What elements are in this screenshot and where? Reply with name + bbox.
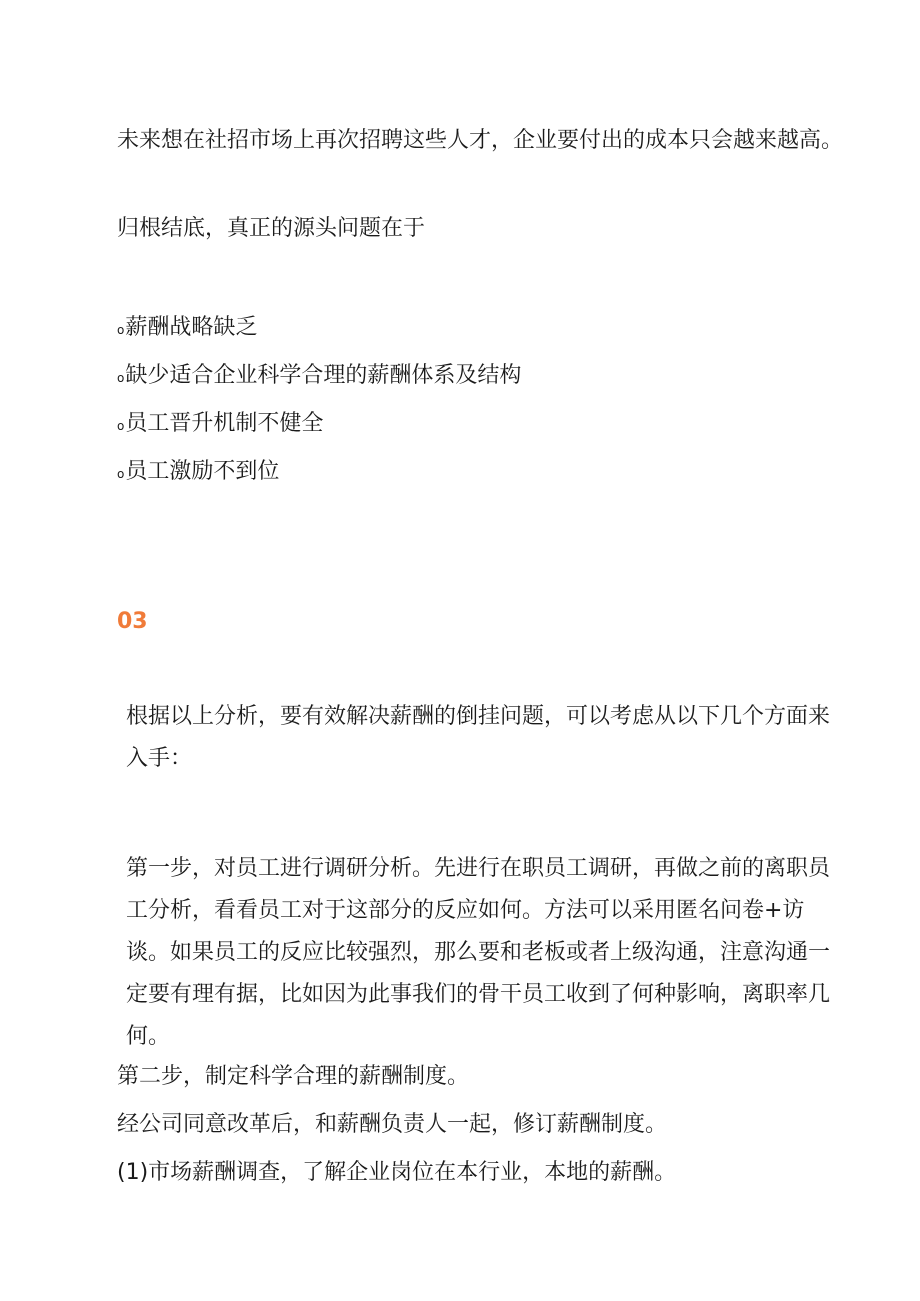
list-item: [117, 451, 279, 495]
step-two-heading: 第二步，制定科学合理的薪酬制度。: [117, 1064, 470, 1089]
bullet-marker: o: [117, 371, 125, 385]
list-item-text: 薪酬战略缺乏: [125, 315, 258, 340]
step-two-detail: 经公司同意改革后，和薪酬负责人一起，修订薪酬制度。: [117, 1112, 668, 1137]
bullet-marker: o: [117, 467, 125, 481]
list-item-text: 员工激励不到位: [125, 459, 280, 484]
step-two-item-1: (1)市场薪酬调查，了解企业岗位在本行业，本地的薪酬。: [117, 1160, 677, 1185]
section-number: 03: [117, 609, 148, 634]
section-lead: 根据以上分析，要有效解决薪酬的倒挂问题，可以考虑从以下几个方面来入手：: [126, 704, 831, 771]
list-item: [117, 307, 257, 351]
list-item: [117, 403, 323, 447]
intro-conclusion: 归根结底，真正的源头问题在于: [117, 216, 426, 241]
bullet-marker: o: [117, 419, 125, 433]
intro-paragraph: 未来想在社招市场上再次招聘这些人才，企业要付出的成本只会越来越高。: [117, 128, 844, 153]
list-item-text: 缺少适合企业科学合理的薪酬体系及结构: [125, 363, 522, 388]
list-item: [117, 355, 521, 399]
step-one-paragraph: 第一步，对员工进行调研分析。先进行在职员工调研，再做之前的离职员工分析，看看员工对于这部分的反应如何。方法可以采用匿名问卷+访谈。如果员工的反应比较强烈，那么要和老板或者上级沟通，注意沟通一定要有理有据，比如因为此事我们的骨干员工收到了何种影响，离职率几何。: [126, 856, 831, 1049]
bullet-marker: o: [117, 323, 125, 337]
list-item-text: 员工晋升机制不健全: [125, 411, 324, 436]
